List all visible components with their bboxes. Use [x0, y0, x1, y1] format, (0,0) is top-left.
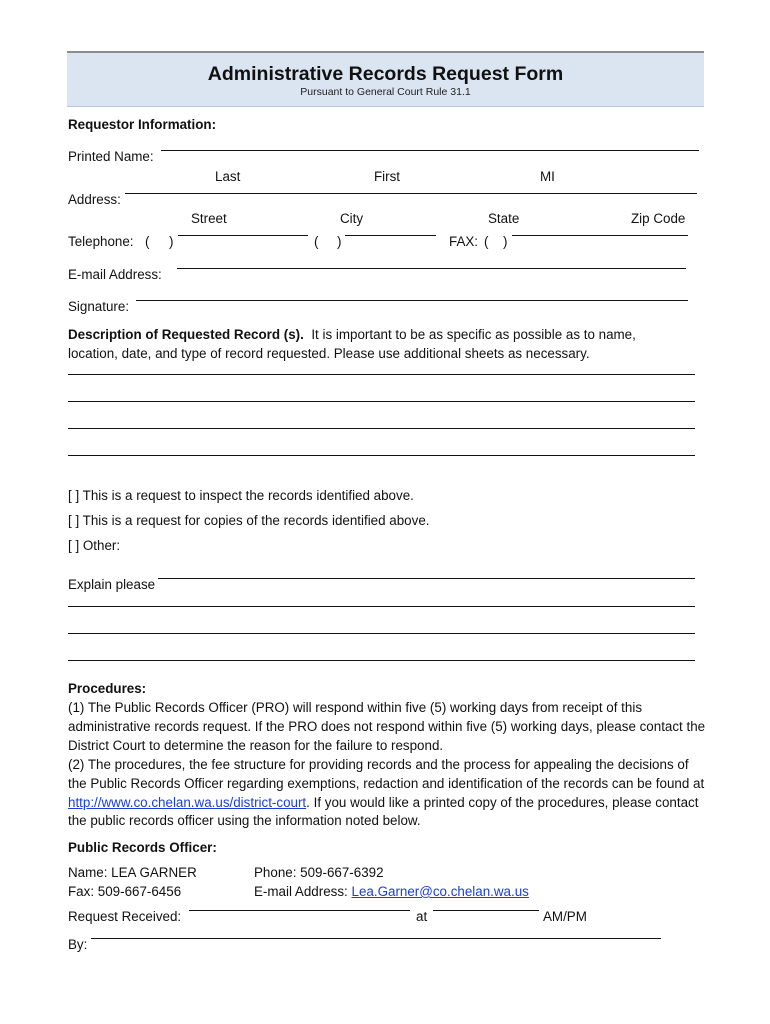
- address-sublabel-city: City: [340, 211, 364, 226]
- procedures-p2: [68, 756, 708, 831]
- ampm-label: AM/PM: [543, 909, 587, 924]
- option-inspect[interactable]: [ ] This is a request to inspect the records identified above.: [68, 488, 414, 503]
- phone-paren-open: (: [145, 234, 150, 249]
- explain-field[interactable]: [158, 578, 695, 579]
- alt-phone-paren-open: (: [314, 234, 319, 249]
- explain-line-field[interactable]: [68, 633, 695, 634]
- by-field[interactable]: [91, 938, 661, 939]
- description-line-field[interactable]: [68, 428, 695, 429]
- officer-email-link[interactable]: Lea.Garner@co.chelan.wa.us: [351, 884, 529, 899]
- telephone-label: Telephone:: [68, 234, 134, 249]
- address-sublabel-state: State: [488, 211, 520, 226]
- alt-phone-paren-close: ): [337, 234, 342, 249]
- fax-label: FAX:: [449, 234, 479, 249]
- option-copies[interactable]: [ ] This is a request for copies of the records identified above.: [68, 513, 430, 528]
- printed-name-field[interactable]: [161, 150, 699, 151]
- procedures-p1: (1) The Public Records Officer (PRO) will respond within five (5) working days from receipt of this administrative records request. If the PRO does not respond within five (5) working days, please contact the District Court to determine the reason for the failure to respond.: [68, 700, 706, 753]
- address-label: Address:: [68, 192, 121, 207]
- procedures-heading: Procedures:: [68, 681, 147, 696]
- officer-fax: Fax: 509-667-6456: [68, 884, 182, 899]
- description-line-field[interactable]: [68, 455, 695, 456]
- signature-label: Signature:: [68, 299, 130, 314]
- alt-telephone-field[interactable]: [345, 235, 436, 236]
- form-subtitle: Pursuant to General Court Rule 31.1: [300, 86, 471, 98]
- form-title: Administrative Records Request Form: [207, 63, 564, 85]
- received-time-field[interactable]: [433, 910, 539, 911]
- fax-paren-close: ): [503, 234, 508, 249]
- at-label: at: [416, 909, 428, 924]
- officer-heading: Public Records Officer:: [68, 840, 217, 855]
- procedures-p2-before: (2) The procedures, the fee structure for providing records and the process for appealing the decisions of the Public Records Officer regarding exemptions, redaction and identification of the records can be found at: [68, 757, 705, 791]
- received-label: Request Received:: [68, 909, 182, 924]
- description-line-field[interactable]: [68, 401, 695, 402]
- address-sublabel-zip: Zip Code: [631, 211, 686, 226]
- district-court-link[interactable]: http://www.co.chelan.wa.us/district-court: [68, 794, 307, 810]
- explain-line-field[interactable]: [68, 660, 695, 661]
- name-sublabel-mi: MI: [540, 169, 555, 184]
- printed-name-label: Printed Name:: [68, 149, 154, 164]
- officer-email-row: [254, 884, 529, 900]
- email-field[interactable]: [177, 268, 686, 269]
- fax-paren-open: (: [484, 234, 489, 249]
- fax-field[interactable]: [512, 235, 688, 236]
- telephone-field[interactable]: [178, 235, 308, 236]
- phone-paren-close: ): [169, 234, 174, 249]
- name-sublabel-first: First: [374, 169, 401, 184]
- officer-email-label: E-mail Address:: [254, 884, 348, 899]
- address-field[interactable]: [125, 193, 697, 194]
- description-text-1: It is important to be as specific as possible as to name,: [311, 327, 636, 342]
- by-label: By:: [68, 937, 88, 952]
- option-other[interactable]: [ ] Other:: [68, 538, 121, 553]
- description-line-1: [68, 327, 636, 343]
- explain-label: Explain please: [68, 577, 156, 592]
- received-date-field[interactable]: [189, 910, 410, 911]
- description-text-2: location, date, and type of record requested. Please use additional sheets as necessary.: [68, 346, 590, 361]
- signature-field[interactable]: [136, 300, 688, 301]
- email-label: E-mail Address:: [68, 267, 162, 282]
- description-heading: Description of Requested Record (s).: [68, 327, 304, 342]
- explain-line-field[interactable]: [68, 606, 695, 607]
- form-header: [67, 51, 704, 107]
- procedures-p2-after: . If you would like a printed copy of the procedures, please contact the public records officer using the information noted below.: [68, 794, 699, 829]
- officer-name: Name: LEA GARNER: [68, 865, 197, 880]
- officer-phone: Phone: 509-667-6392: [254, 865, 384, 880]
- address-sublabel-street: Street: [191, 211, 227, 226]
- requestor-heading: Requestor Information:: [68, 117, 217, 132]
- description-line-field[interactable]: [68, 374, 695, 375]
- name-sublabel-last: Last: [215, 169, 241, 184]
